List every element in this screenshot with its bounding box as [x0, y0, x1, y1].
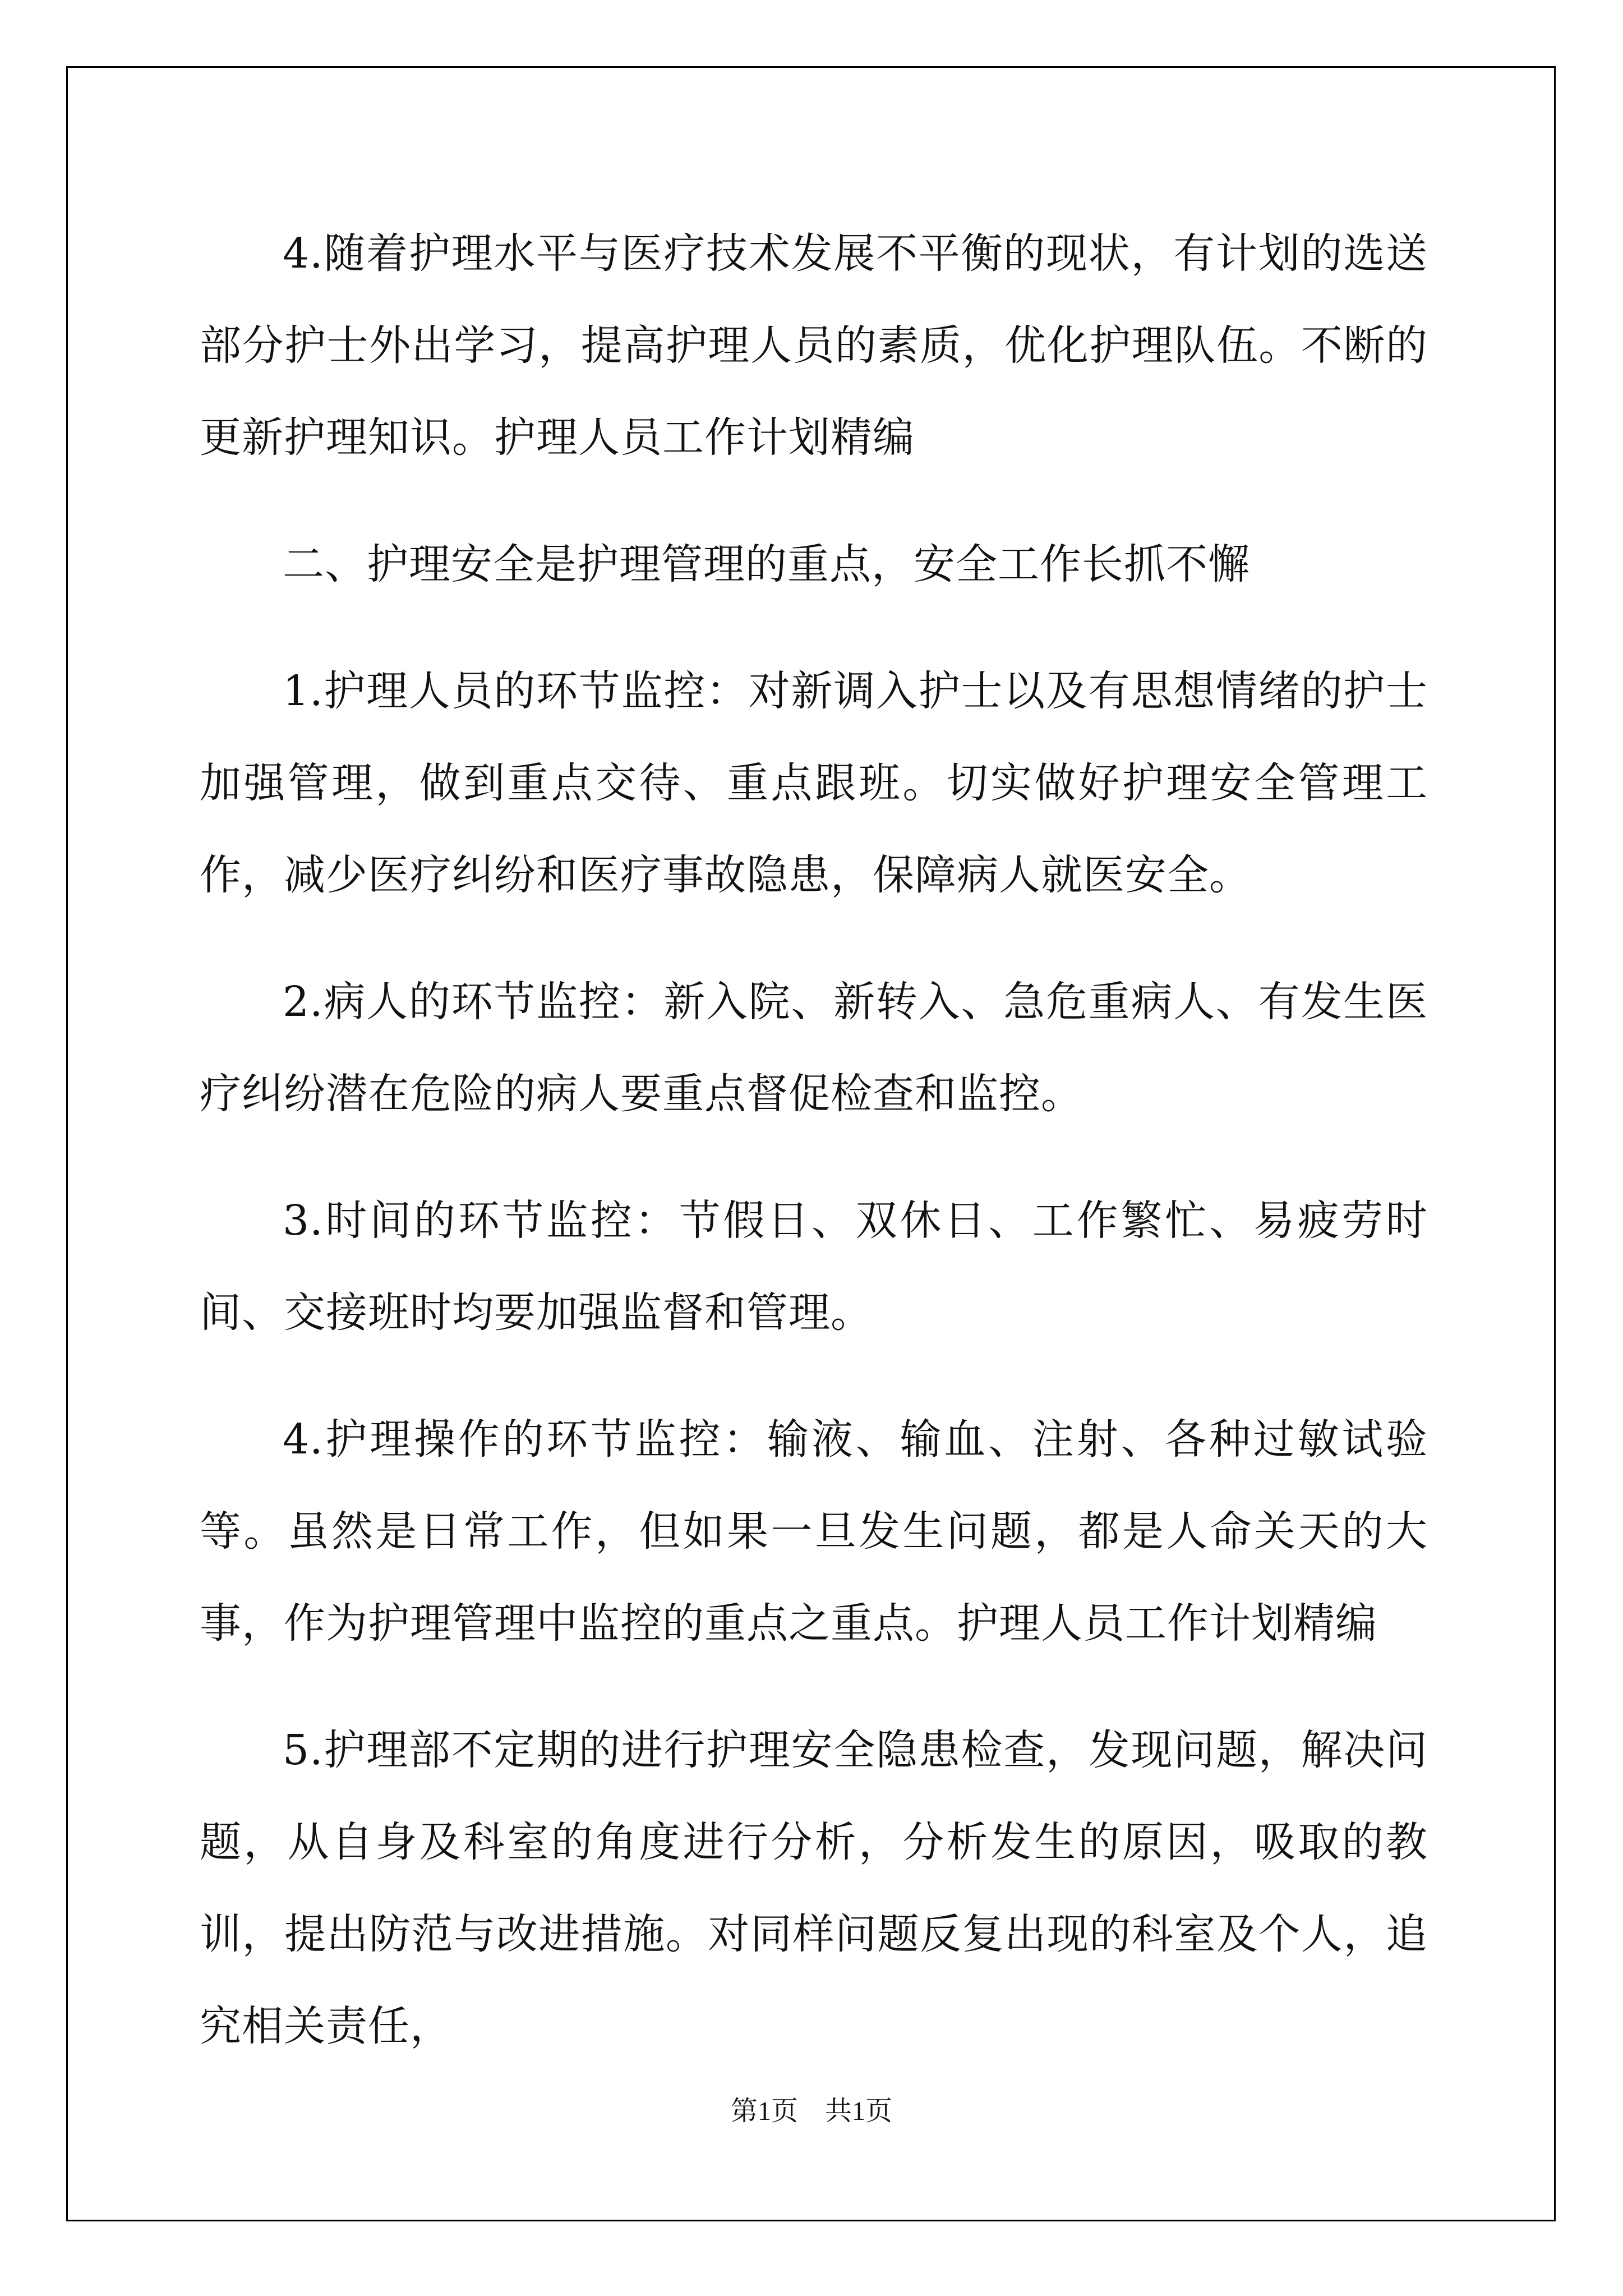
paragraph-2: 1.护理人员的环节监控：对新调入护士以及有思想情绪的护士加强管理，做到重点交待、重点跟班。切实做好护理安全管理工作，减少医疗纠纷和医疗事故隐患，保障病人就医安全。 [200, 667, 1428, 899]
section-heading: 二、护理安全是护理管理的重点，安全工作长抓不懈 [283, 540, 1250, 588]
paragraph-3: 2.病人的环节监控：新入院、新转入、急危重病人、有发生医疗纠纷潜在危险的病人要重点督促检查和监控。 [200, 978, 1428, 1118]
document-body [200, 208, 1428, 2107]
paragraph-4: 3.时间的环节监控：节假日、双休日、工作繁忙、易疲劳时间、交接班时均要加强监督和管理。 [200, 1197, 1428, 1337]
page-footer: 第1页 共1页 [730, 2096, 892, 2126]
paragraph-5: 4.护理操作的环节监控：输液、输血、注射、各种过敏试验等。虽然是日常工作，但如果一旦发生问题，都是人命关天的大事，作为护理管理中监控的重点之重点。护理人员工作计划精编 [200, 1415, 1428, 1648]
paragraph-1: 4.随着护理水平与医疗技术发展不平衡的现状，有计划的选送部分护士外出学习，提高护理人员的素质，优化护理队伍。不断的更新护理知识。护理人员工作计划精编 [200, 229, 1428, 462]
paragraph-6: 5.护理部不定期的进行护理安全隐患检查，发现问题，解决问题，从自身及科室的角度进行分析，分析发生的原因，吸取的教训，提出防范与改进措施。对同样问题反复出现的科室及个人，追究相关责任， [200, 1726, 1428, 2050]
